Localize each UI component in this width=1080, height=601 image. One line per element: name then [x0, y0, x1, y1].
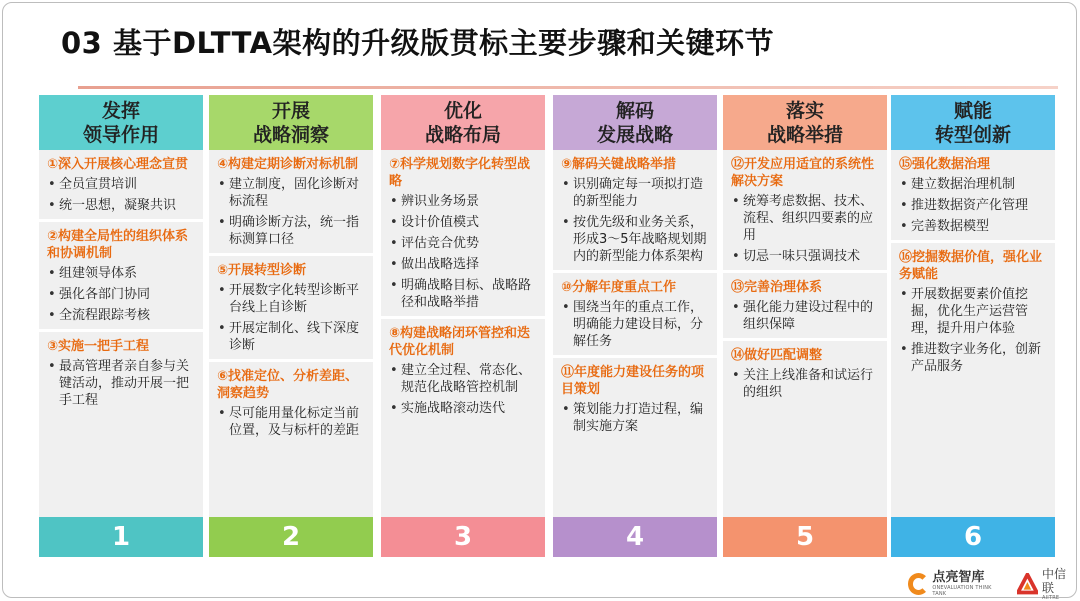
column-body: [381, 152, 545, 512]
bullet-item: • 切忌一味只强调技术: [731, 248, 881, 265]
bullet-list: [47, 358, 197, 409]
bullet-item: • 最高管理者亲自参与关键活动，推动开展一把手工程: [47, 358, 197, 409]
brand2-name: 中信联: [1041, 567, 1066, 595]
bullet-list: [217, 176, 367, 248]
section-title: ⑪年度能力建设任务的项目策划: [561, 365, 705, 397]
bullet-list: [217, 282, 367, 354]
section-title: ⑦科学规划数字化转型战略: [389, 157, 531, 189]
column-header-line2: 转型创新: [934, 123, 1011, 146]
section-title: ⑩分解年度重点工作: [561, 280, 677, 295]
section-title: ⑫开发应用适宜的系统性解决方案: [731, 157, 875, 189]
section-divider: [553, 355, 717, 358]
column-number: 2: [209, 517, 373, 557]
column-body: [723, 152, 887, 512]
bullet-item: • 建立全过程、常态化、规范化战略管控机制: [389, 362, 539, 396]
brand1-text: [932, 571, 1003, 597]
bullet-item: • 开展数据要素价值挖掘，优化生产运营管理，提升用户体验: [899, 286, 1049, 337]
bullet-item: • 强化各部门协同: [47, 286, 197, 303]
bullet-item: • 做出战略选择: [389, 256, 539, 273]
bullet-list: [47, 265, 197, 324]
section-title: ⑨解码关键战略举措: [561, 157, 677, 172]
brand2-logo-icon: [1017, 573, 1038, 595]
bullet-item: • 开展数字化转型诊断平台线上自诊断: [217, 282, 367, 316]
section-title: ④构建定期诊断对标机制: [217, 157, 359, 172]
bullet-item: • 策划能力打造过程，编制实施方案: [561, 401, 711, 435]
section-title: ⑥找准定位、分析差距、洞察趋势: [217, 369, 359, 401]
bullet-list: [899, 176, 1049, 235]
section-title: ③实施一把手工程: [47, 339, 150, 354]
bullet-item: • 开展定制化、线下深度诊断: [217, 320, 367, 354]
column-header-line1: 发挥: [101, 99, 140, 122]
bullet-list: [731, 193, 881, 265]
section-title: ⑬完善治理体系: [731, 280, 823, 295]
bullet-item: • 评估竞合优势: [389, 235, 539, 252]
bullet-item: • 建立制度，固化诊断对标流程: [217, 176, 367, 210]
column-header-line2: 战略布局: [424, 123, 501, 146]
title-underline: [78, 86, 1058, 89]
brand2-subtitle: AIITRE: [1041, 595, 1060, 601]
slide: [2, 2, 1077, 601]
section-title: ⑯挖掘数据价值，强化业务赋能: [899, 250, 1043, 282]
bullet-item: • 识别确定每一项拟打造的新型能力: [561, 176, 711, 210]
bullet-item: • 明确诊断方法，统一指标测算口径: [217, 214, 367, 248]
bullet-item: • 实施战略滚动迭代: [389, 400, 539, 417]
brand1-subtitle: ONEVALUATION THINK TANK: [932, 585, 992, 597]
bullet-item: • 推进数据资产化管理: [899, 197, 1049, 214]
column-6: [891, 95, 1055, 557]
bullet-item: • 统筹考虑数据、技术、流程、组织四要素的应用: [731, 193, 881, 244]
logo-area: [908, 569, 1076, 599]
column-body: [891, 152, 1055, 512]
section-divider: [553, 270, 717, 273]
section-title: ⑭做好匹配调整: [731, 348, 823, 363]
bullet-list: [561, 401, 711, 435]
column-number: 4: [553, 517, 717, 557]
section-title: ⑧构建战略闭环管控和迭代优化机制: [389, 326, 531, 358]
brand2-text: [1042, 567, 1076, 601]
bullet-item: • 全流程跟踪考核: [47, 307, 197, 324]
bullet-item: • 统一思想，凝聚共识: [47, 197, 197, 214]
brand1-name: 点亮智库: [932, 570, 985, 585]
column-5: [723, 95, 887, 557]
bullet-item: • 尽可能用量化标定当前位置，及与标杆的差距: [217, 405, 367, 439]
column-3: [381, 95, 545, 557]
section-divider: [209, 253, 373, 256]
bullet-list: [389, 362, 539, 417]
bullet-item: • 围绕当年的重点工作，明确能力建设目标，分解任务: [561, 299, 711, 350]
column-header: [39, 95, 203, 150]
column-header-line1: 优化: [443, 99, 482, 122]
bullet-list: [731, 367, 881, 401]
column-body: [39, 152, 203, 512]
column-header: [209, 95, 373, 150]
section-title: ⑮强化数据治理: [899, 157, 991, 172]
section-title: ①深入开展核心理念宣贯: [47, 157, 189, 172]
column-number: 3: [381, 517, 545, 557]
bullet-item: • 全员宣贯培训: [47, 176, 197, 193]
bullet-item: • 建立数据治理机制: [899, 176, 1049, 193]
section-title: ②构建全局性的组织体系和协调机制: [47, 229, 189, 261]
section-divider: [381, 316, 545, 319]
bullet-list: [899, 286, 1049, 375]
bullet-list: [217, 405, 367, 439]
column-4: [553, 95, 717, 557]
column-header-line1: 落实: [785, 99, 824, 122]
bullet-item: • 推进数字业务化，创新产品服务: [899, 341, 1049, 375]
column-header-line2: 战略洞察: [252, 123, 329, 146]
column-header: [553, 95, 717, 150]
column-header-line1: 解码: [615, 99, 654, 122]
section-divider: [723, 270, 887, 273]
bullet-item: • 关注上线准备和试运行的组织: [731, 367, 881, 401]
column-header-line1: 赋能: [953, 99, 992, 122]
bullet-item: • 设计价值模式: [389, 214, 539, 231]
bullet-item: • 按优先级和业务关系，形成3～5年战略规划期内的新型能力体系架构: [561, 214, 711, 265]
section-divider: [891, 240, 1055, 243]
column-body: [209, 152, 373, 512]
column-header-line2: 领导作用: [82, 123, 159, 146]
column-number: 5: [723, 517, 887, 557]
column-header: [381, 95, 545, 150]
bullet-item: • 组建领导体系: [47, 265, 197, 282]
column-number: 6: [891, 517, 1055, 557]
bullet-item: • 辨识业务场景: [389, 193, 539, 210]
bullet-list: [561, 299, 711, 350]
page-title: 03 基于DLTTA架构的升级版贯标主要步骤和关键环节: [61, 26, 775, 60]
section-divider: [39, 219, 203, 222]
column-header-line2: 战略举措: [766, 123, 843, 146]
column-header-line2: 发展战略: [596, 123, 673, 146]
section-divider: [209, 359, 373, 362]
column-header: [723, 95, 887, 150]
bullet-list: [731, 299, 881, 333]
column-header-line1: 开展: [271, 99, 310, 122]
column-number: 1: [39, 517, 203, 557]
column-2: [209, 95, 373, 557]
bullet-item: • 完善数据模型: [899, 218, 1049, 235]
bullet-list: [389, 193, 539, 311]
column-1: [39, 95, 203, 557]
section-title: ⑤开展转型诊断: [217, 263, 307, 278]
bullet-list: [561, 176, 711, 265]
column-header: [891, 95, 1055, 150]
brand1-logo-icon: [908, 573, 929, 595]
section-divider: [723, 338, 887, 341]
bullet-list: [47, 176, 197, 214]
bullet-item: • 强化能力建设过程中的组织保障: [731, 299, 881, 333]
bullet-item: • 明确战略目标、战略路径和战略举措: [389, 277, 539, 311]
column-body: [553, 152, 717, 512]
section-divider: [39, 329, 203, 332]
